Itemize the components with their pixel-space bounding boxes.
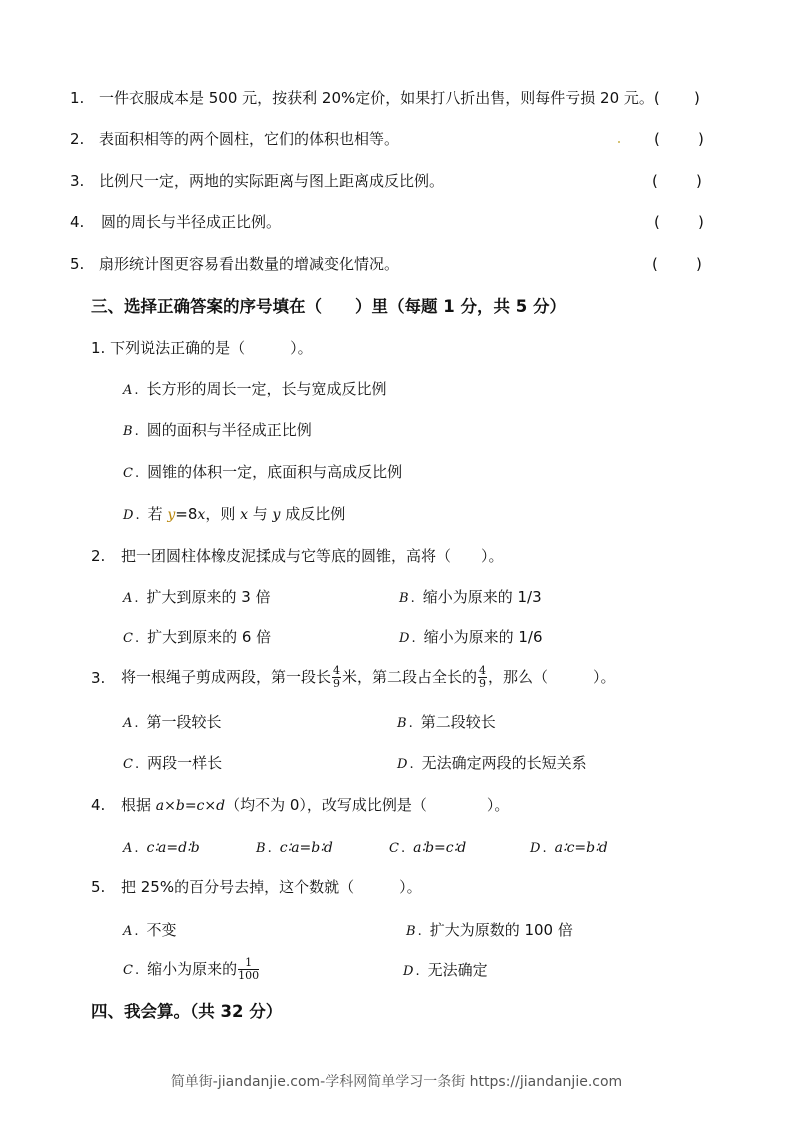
fraction-denominator: 100 — [238, 969, 260, 982]
option-dot: . — [134, 716, 139, 731]
option-letter: A — [123, 924, 133, 939]
q3-option-c[interactable] — [123, 753, 222, 775]
option-text: 缩小为原来的 1/3 — [422, 588, 542, 606]
q5-option-a[interactable] — [123, 920, 177, 942]
q1-option-a[interactable] — [123, 379, 387, 401]
q4-option-c[interactable] — [389, 837, 466, 859]
option-dot: . — [134, 841, 139, 856]
math-expression: a×b=c×d — [155, 798, 226, 814]
option-dot: . — [408, 716, 413, 731]
option-dot: . — [134, 963, 140, 978]
option-text-mid: =8 — [175, 505, 198, 523]
q1-option-b[interactable] — [123, 420, 312, 442]
option-letter: B — [397, 716, 407, 731]
option-letter: D — [399, 631, 410, 646]
question-3-number: 3. — [91, 669, 106, 687]
fraction-numerator: 1 — [238, 957, 259, 970]
page-footer[interactable]: 简单街-jiandanjie.com-学科网简单学习一条街 https://jiandanjie.com — [170, 1074, 623, 1090]
answer-paren[interactable]: ) — [694, 89, 700, 107]
section-3-heading: 三、选择正确答案的序号填在（ ）里（每题 1 分，共 5 分） — [91, 297, 566, 316]
option-text: 第一段较长 — [146, 713, 222, 731]
option-text: 第二段较长 — [420, 713, 496, 731]
option-text: 不变 — [146, 921, 177, 939]
fraction — [332, 665, 341, 690]
option-dot: . — [417, 924, 422, 939]
option-dot: . — [409, 757, 414, 772]
option-dot: . — [134, 466, 140, 481]
option-dot: . — [267, 841, 272, 856]
option-text: a∶b=c∶d — [413, 840, 467, 856]
q3-option-b[interactable] — [397, 712, 496, 734]
option-letter: B — [406, 924, 416, 939]
option-text-pre: 若 — [147, 505, 168, 523]
option-dot: . — [415, 964, 420, 979]
option-letter: C — [123, 757, 133, 772]
question-2-stem: 把一团圆柱体橡皮泥揉成与它等底的圆锥，高将（ ）。 — [121, 547, 504, 565]
question-1-stem: 1. 下列说法正确的是（ ）。 — [91, 339, 313, 357]
fraction-denominator: 9 — [479, 677, 487, 690]
option-dot: . — [134, 424, 139, 439]
q1-option-c[interactable] — [123, 462, 402, 484]
var-y: y — [167, 507, 176, 523]
option-letter: A — [123, 383, 133, 398]
answer-paren[interactable]: ( ) — [652, 172, 702, 190]
option-letter: C — [123, 631, 133, 646]
item-number: 5. — [70, 255, 85, 273]
item-text: 表面积相等的两个圆柱，它们的体积也相等。 — [99, 130, 400, 148]
option-letter: D — [403, 964, 414, 979]
option-text: 两段一样长 — [147, 754, 223, 772]
option-text: a∶c=b∶d — [554, 840, 608, 856]
option-text: 圆锥的体积一定，底面积与高成反比例 — [147, 463, 403, 481]
q2-option-b[interactable] — [399, 587, 542, 609]
option-dot: . — [400, 841, 406, 856]
option-letter: C — [389, 841, 399, 856]
question-5-number: 5. — [91, 878, 106, 896]
option-dot: . — [135, 508, 140, 523]
option-text-post: 成反比例 — [280, 505, 346, 523]
option-dot: . — [134, 924, 139, 939]
section-4-heading: 四、我会算。（共 32 分） — [91, 1002, 283, 1021]
option-letter: B — [123, 424, 133, 439]
fraction — [238, 957, 259, 982]
q4-option-b[interactable] — [256, 837, 333, 859]
question-4-number: 4. — [91, 796, 106, 814]
item-text: 扇形统计图更容易看出数量的增减变化情况。 — [99, 255, 400, 273]
option-letter: C — [123, 963, 133, 978]
option-dot: . — [411, 631, 416, 646]
option-text: c∶a=b∶d — [279, 840, 333, 856]
stem-part: 将一根绳子剪成两段，第一段长 — [121, 668, 332, 686]
var-y: y — [272, 507, 281, 523]
option-letter: D — [397, 757, 408, 772]
stem-part: 根据 — [121, 796, 156, 814]
option-text: 扩大为原数的 100 倍 — [429, 921, 573, 939]
q5-option-b[interactable] — [406, 920, 573, 942]
item-number: 4. — [70, 213, 85, 231]
item-text: 圆的周长与半径成正比例。 — [101, 213, 282, 231]
q4-option-a[interactable] — [123, 837, 200, 859]
stem-part: 米，第二段占全长的 — [342, 668, 478, 686]
option-dot: . — [134, 383, 139, 398]
question-4-stem — [121, 795, 509, 816]
answer-paren[interactable]: ( ) — [652, 255, 702, 273]
fraction-denominator: 9 — [333, 677, 341, 690]
q2-option-c[interactable] — [123, 627, 271, 649]
option-dot: . — [134, 631, 140, 646]
option-letter: D — [530, 841, 541, 856]
option-text: 扩大到原来的 6 倍 — [147, 628, 272, 646]
fraction — [478, 665, 487, 690]
option-text: 扩大到原来的 3 倍 — [146, 588, 271, 606]
option-letter: C — [123, 466, 133, 481]
q4-option-d[interactable] — [530, 837, 608, 859]
fraction-numerator: 4 — [333, 664, 341, 677]
option-text: 圆的面积与半径成正比例 — [146, 421, 312, 439]
option-text-and: 与 — [248, 505, 273, 523]
q3-option-d[interactable] — [397, 753, 587, 775]
var-x: x — [197, 507, 206, 523]
question-5-stem: 把 25%的百分号去掉，这个数就（ ）。 — [121, 878, 422, 896]
stem-part: （均不为 0），改写成比例是（ ）。 — [225, 796, 510, 814]
option-text: 长方形的周长一定，长与宽成反比例 — [146, 380, 387, 398]
item-text: 比例尺一定，两地的实际距离与图上距离成反比例。 — [99, 172, 445, 190]
stem-part: ，那么（ ）。 — [488, 668, 616, 686]
answer-paren[interactable]: ( ) — [654, 213, 704, 231]
item-number: 2. — [70, 130, 85, 148]
option-text: c∶a=d∶b — [146, 840, 200, 856]
option-text: 无法确定两段的长短关系 — [421, 754, 587, 772]
option-text: 缩小为原来的 — [147, 960, 238, 978]
var-x: x — [240, 507, 248, 523]
answer-paren[interactable]: ( ) — [654, 130, 704, 148]
fraction-numerator: 4 — [479, 664, 487, 677]
option-letter: A — [123, 841, 133, 856]
question-2-number: 2. — [91, 547, 106, 565]
item-text: 一件衣服成本是 500 元，按获利 20%定价，如果打八折出售，则每件亏损 20 元。( — [99, 89, 660, 107]
option-text-then: ，则 — [205, 505, 241, 523]
q3-option-a[interactable] — [123, 712, 222, 734]
option-letter: B — [399, 591, 409, 606]
q2-option-a[interactable] — [123, 587, 271, 609]
option-dot: . — [134, 591, 139, 606]
option-text: 无法确定 — [427, 961, 488, 979]
item-number: 3. — [70, 172, 85, 190]
q2-option-d[interactable] — [399, 627, 543, 649]
option-letter: B — [256, 841, 266, 856]
stray-mark — [618, 141, 620, 143]
question-3-stem — [121, 662, 616, 692]
option-letter: A — [123, 591, 133, 606]
option-dot: . — [134, 757, 140, 772]
option-letter: A — [123, 716, 133, 731]
q5-option-c[interactable] — [123, 954, 260, 986]
item-number: 1. — [70, 89, 85, 107]
option-text: 缩小为原来的 1/6 — [423, 628, 543, 646]
option-dot: . — [410, 591, 415, 606]
option-letter: D — [123, 508, 134, 523]
q1-option-d[interactable] — [123, 504, 345, 526]
option-dot: . — [542, 841, 547, 856]
q5-option-d[interactable] — [403, 960, 488, 982]
